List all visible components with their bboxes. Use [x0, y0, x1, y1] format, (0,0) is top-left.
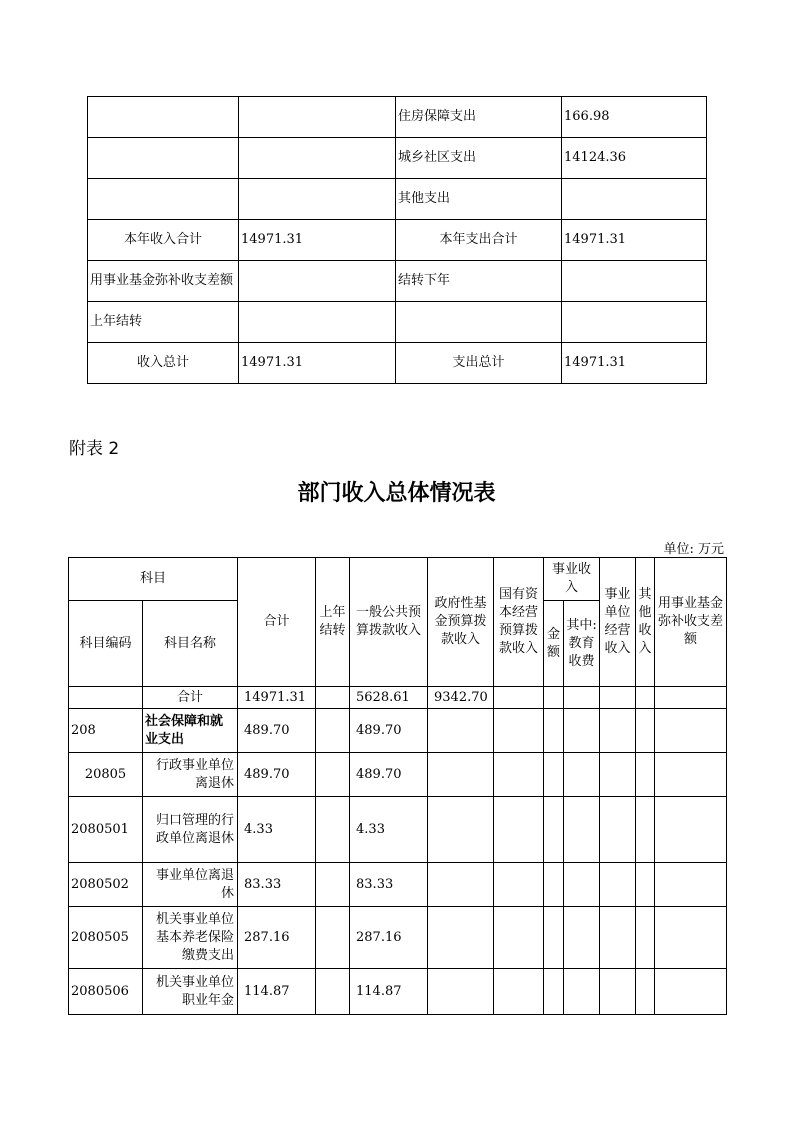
other-income-header: 其他收入 [636, 558, 655, 687]
total-header: 合计 [238, 558, 316, 687]
fund-cover-header: 用事业基金弥补收支差额 [655, 558, 727, 687]
department-income-table [68, 557, 727, 1015]
expense-amount-cell: 14971.31 [562, 343, 707, 384]
table-row [69, 863, 727, 907]
income-item-cell [88, 179, 239, 220]
code-cell: 208 [69, 709, 143, 753]
total-cell: 114.87 [238, 969, 316, 1015]
name-header: 科目名称 [143, 601, 238, 687]
table-row [88, 220, 707, 261]
amount-cell [544, 797, 564, 863]
state-capital-cell [494, 709, 544, 753]
fund-cover-cell [655, 969, 727, 1015]
income-item-cell: 收入总计 [88, 343, 239, 384]
table-row [88, 343, 707, 384]
edu-fee-cell [564, 709, 600, 753]
code-cell [69, 687, 143, 709]
general-budget-header: 一般公共预算拨款收入 [350, 558, 428, 687]
fund-cover-cell [655, 907, 727, 969]
expense-amount-cell: 166.98 [562, 97, 707, 138]
gov-fund-cell [428, 753, 494, 797]
income-item-cell [88, 97, 239, 138]
other-cell [636, 907, 655, 969]
code-cell: 20805 [69, 753, 143, 797]
other-cell [636, 969, 655, 1015]
income-item-cell: 上年结转 [88, 302, 239, 343]
code-header: 科目编码 [69, 601, 143, 687]
unit-ops-cell [600, 969, 636, 1015]
unit-ops-cell [600, 797, 636, 863]
code-cell: 2080505 [69, 907, 143, 969]
edu-fee-cell [564, 797, 600, 863]
state-capital-header: 国有资本经营预算拨款收入 [494, 558, 544, 687]
edu-fee-cell [564, 907, 600, 969]
edu-fee-cell [564, 753, 600, 797]
state-capital-cell [494, 969, 544, 1015]
unit-ops-cell [600, 907, 636, 969]
expense-amount-cell [562, 179, 707, 220]
amount-cell [544, 969, 564, 1015]
table-row [88, 179, 707, 220]
code-cell: 2080502 [69, 863, 143, 907]
subject-header: 科目 [69, 558, 238, 601]
table-row [88, 261, 707, 302]
table-row [88, 138, 707, 179]
expense-item-cell: 本年支出合计 [396, 220, 562, 261]
total-cell: 489.70 [238, 753, 316, 797]
code-cell: 2080506 [69, 969, 143, 1015]
edu-fee-cell [564, 687, 600, 709]
total-cell: 4.33 [238, 797, 316, 863]
other-cell [636, 709, 655, 753]
edu-fee-header: 其中:教育收费 [564, 601, 600, 687]
gov-fund-cell [428, 709, 494, 753]
appendix-label: 附表 2 [69, 439, 120, 459]
name-cell: 事业单位离退休 [143, 863, 238, 907]
expense-item-cell: 结转下年 [396, 261, 562, 302]
amount-cell [544, 709, 564, 753]
name-cell: 机关事业单位基本养老保险缴费支出 [143, 907, 238, 969]
total-cell: 14971.31 [238, 687, 316, 709]
expense-item-cell: 住房保障支出 [396, 97, 562, 138]
fund-cover-cell [655, 709, 727, 753]
edu-fee-cell [564, 863, 600, 907]
gov-fund-cell [428, 863, 494, 907]
expense-amount-cell [562, 261, 707, 302]
carryover-cell [316, 709, 350, 753]
fund-cover-cell [655, 797, 727, 863]
other-cell [636, 687, 655, 709]
amount-cell [544, 863, 564, 907]
state-capital-cell [494, 753, 544, 797]
name-cell: 行政事业单位离退休 [143, 753, 238, 797]
carryover-cell [316, 907, 350, 969]
total-cell: 287.16 [238, 907, 316, 969]
unit-ops-cell [600, 687, 636, 709]
gov-fund-cell [428, 969, 494, 1015]
gov-fund-cell: 9342.70 [428, 687, 494, 709]
page-title: 部门收入总体情况表 [297, 480, 496, 506]
general-cell: 489.70 [350, 709, 428, 753]
amount-header: 金额 [544, 601, 564, 687]
income-item-cell [88, 138, 239, 179]
name-cell: 合计 [143, 687, 238, 709]
total-cell: 83.33 [238, 863, 316, 907]
name-cell: 社会保障和就业支出 [143, 709, 238, 753]
table-row [69, 969, 727, 1015]
gov-fund-header: 政府性基金预算拨款收入 [428, 558, 494, 687]
table-row [88, 97, 707, 138]
general-cell: 114.87 [350, 969, 428, 1015]
table-row [69, 687, 727, 709]
income-amount-cell [239, 302, 396, 343]
general-cell: 83.33 [350, 863, 428, 907]
gov-fund-cell [428, 797, 494, 863]
income-item-cell: 用事业基金弥补收支差额 [88, 261, 239, 302]
unit-operations-header: 事业单位经营收入 [600, 558, 636, 687]
unit-ops-cell [600, 863, 636, 907]
carryover-cell [316, 687, 350, 709]
expense-amount-cell: 14124.36 [562, 138, 707, 179]
table-row [69, 709, 727, 753]
fund-cover-cell [655, 753, 727, 797]
income-amount-cell [239, 179, 396, 220]
expense-item-cell: 城乡社区支出 [396, 138, 562, 179]
income-expense-summary-table [87, 96, 707, 384]
expense-amount-cell: 14971.31 [562, 220, 707, 261]
gov-fund-cell [428, 907, 494, 969]
expense-item-cell [396, 302, 562, 343]
business-income-header: 事业收入 [544, 558, 600, 601]
table-row [69, 907, 727, 969]
expense-amount-cell [562, 302, 707, 343]
unit-label: 单位: 万元 [663, 542, 724, 557]
header-row [69, 558, 727, 601]
carryover-header: 上年结转 [316, 558, 350, 687]
income-amount-cell [239, 261, 396, 302]
other-cell [636, 863, 655, 907]
amount-cell [544, 753, 564, 797]
carryover-cell [316, 969, 350, 1015]
carryover-cell [316, 863, 350, 907]
income-amount-cell: 14971.31 [239, 343, 396, 384]
amount-cell [544, 907, 564, 969]
amount-cell [544, 687, 564, 709]
state-capital-cell [494, 687, 544, 709]
table-row [88, 302, 707, 343]
unit-ops-cell [600, 753, 636, 797]
state-capital-cell [494, 863, 544, 907]
general-cell: 5628.61 [350, 687, 428, 709]
income-item-cell: 本年收入合计 [88, 220, 239, 261]
code-cell: 2080501 [69, 797, 143, 863]
expense-item-cell: 其他支出 [396, 179, 562, 220]
carryover-cell [316, 797, 350, 863]
income-amount-cell: 14971.31 [239, 220, 396, 261]
table-row [69, 797, 727, 863]
unit-ops-cell [600, 709, 636, 753]
total-cell: 489.70 [238, 709, 316, 753]
edu-fee-cell [564, 969, 600, 1015]
state-capital-cell [494, 907, 544, 969]
name-cell: 归口管理的行政单位离退休 [143, 797, 238, 863]
general-cell: 489.70 [350, 753, 428, 797]
general-cell: 4.33 [350, 797, 428, 863]
general-cell: 287.16 [350, 907, 428, 969]
other-cell [636, 797, 655, 863]
state-capital-cell [494, 797, 544, 863]
other-cell [636, 753, 655, 797]
income-amount-cell [239, 138, 396, 179]
income-amount-cell [239, 97, 396, 138]
carryover-cell [316, 753, 350, 797]
fund-cover-cell [655, 687, 727, 709]
expense-item-cell: 支出总计 [396, 343, 562, 384]
name-cell: 机关事业单位职业年金 [143, 969, 238, 1015]
fund-cover-cell [655, 863, 727, 907]
table-row [69, 753, 727, 797]
